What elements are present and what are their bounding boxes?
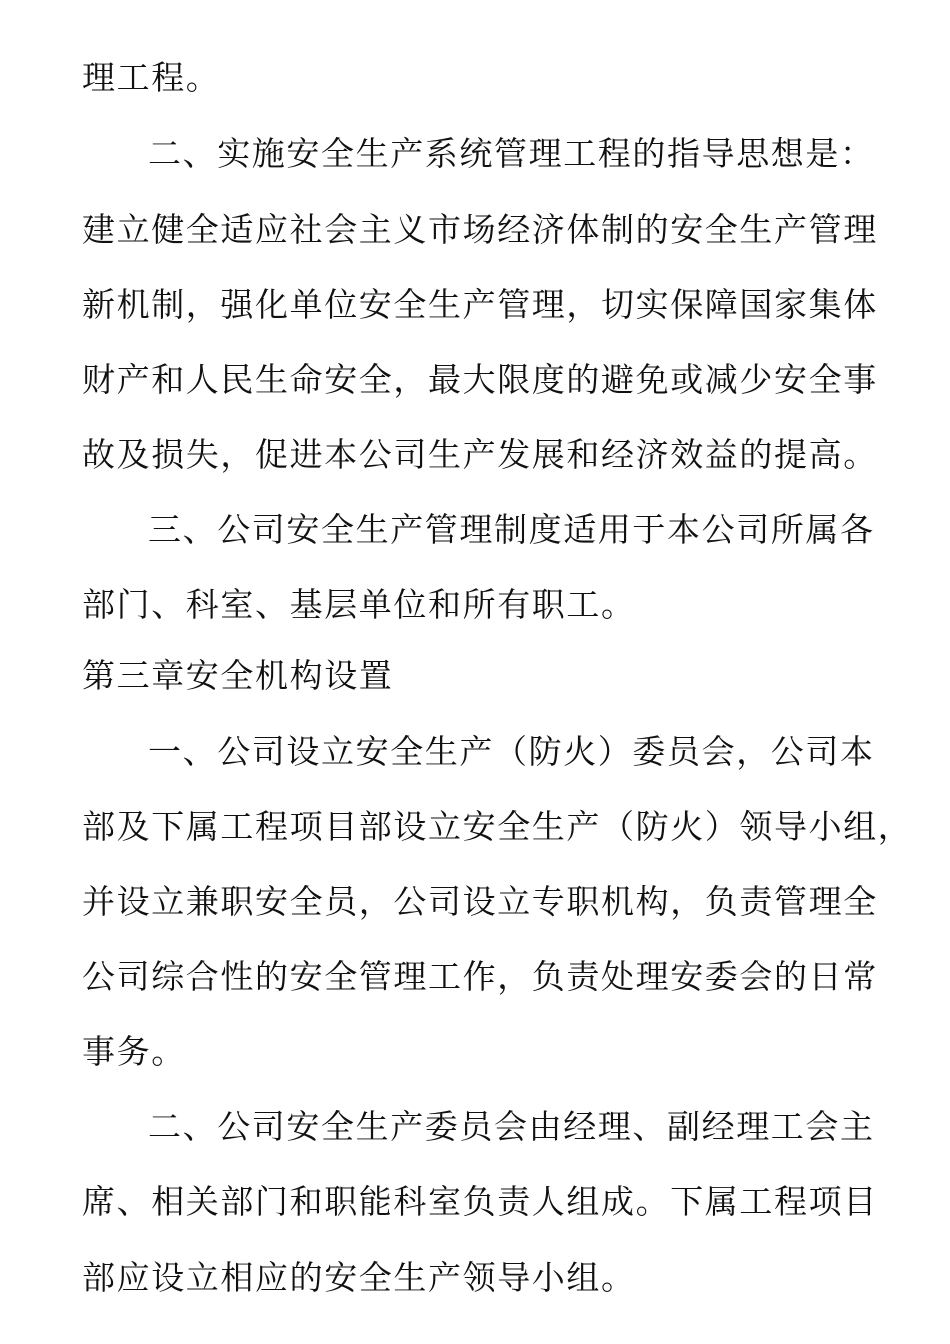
text-line: 理工程。 <box>82 58 221 97</box>
text-line: 三、公司安全生产管理制度适用于本公司所属各 <box>148 510 875 549</box>
text-line: 一、公司设立安全生产（防火）委员会，公司本 <box>148 732 875 771</box>
text-line: 公司综合性的安全管理工作，负责处理安委会的日常 <box>82 957 878 996</box>
text-line: 新机制，强化单位安全生产管理，切实保障国家集体 <box>82 285 878 324</box>
section-heading: 第三章安全机构设置 <box>82 656 394 695</box>
text-line: 建立健全适应社会主义市场经济体制的安全生产管理 <box>82 210 878 249</box>
text-line: 部及下属工程项目部设立安全生产（防火）领导小组， <box>82 807 913 846</box>
text-line: 部应设立相应的安全生产领导小组。 <box>82 1258 636 1297</box>
text-line: 财产和人民生命安全，最大限度的避免或减少安全事 <box>82 360 878 399</box>
text-line: 事务。 <box>82 1032 186 1071</box>
text-line: 故及损失，促进本公司生产发展和经济效益的提高。 <box>82 435 878 474</box>
text-line: 并设立兼职安全员，公司设立专职机构，负责管理全 <box>82 882 878 921</box>
text-line: 二、公司安全生产委员会由经理、副经理工会主 <box>148 1107 875 1146</box>
text-line: 二、实施安全生产系统管理工程的指导思想是： <box>148 134 875 173</box>
text-line: 部门、科室、基层单位和所有职工。 <box>82 585 636 624</box>
text-line: 席、相关部门和职能科室负责人组成。下属工程项目 <box>82 1182 878 1221</box>
